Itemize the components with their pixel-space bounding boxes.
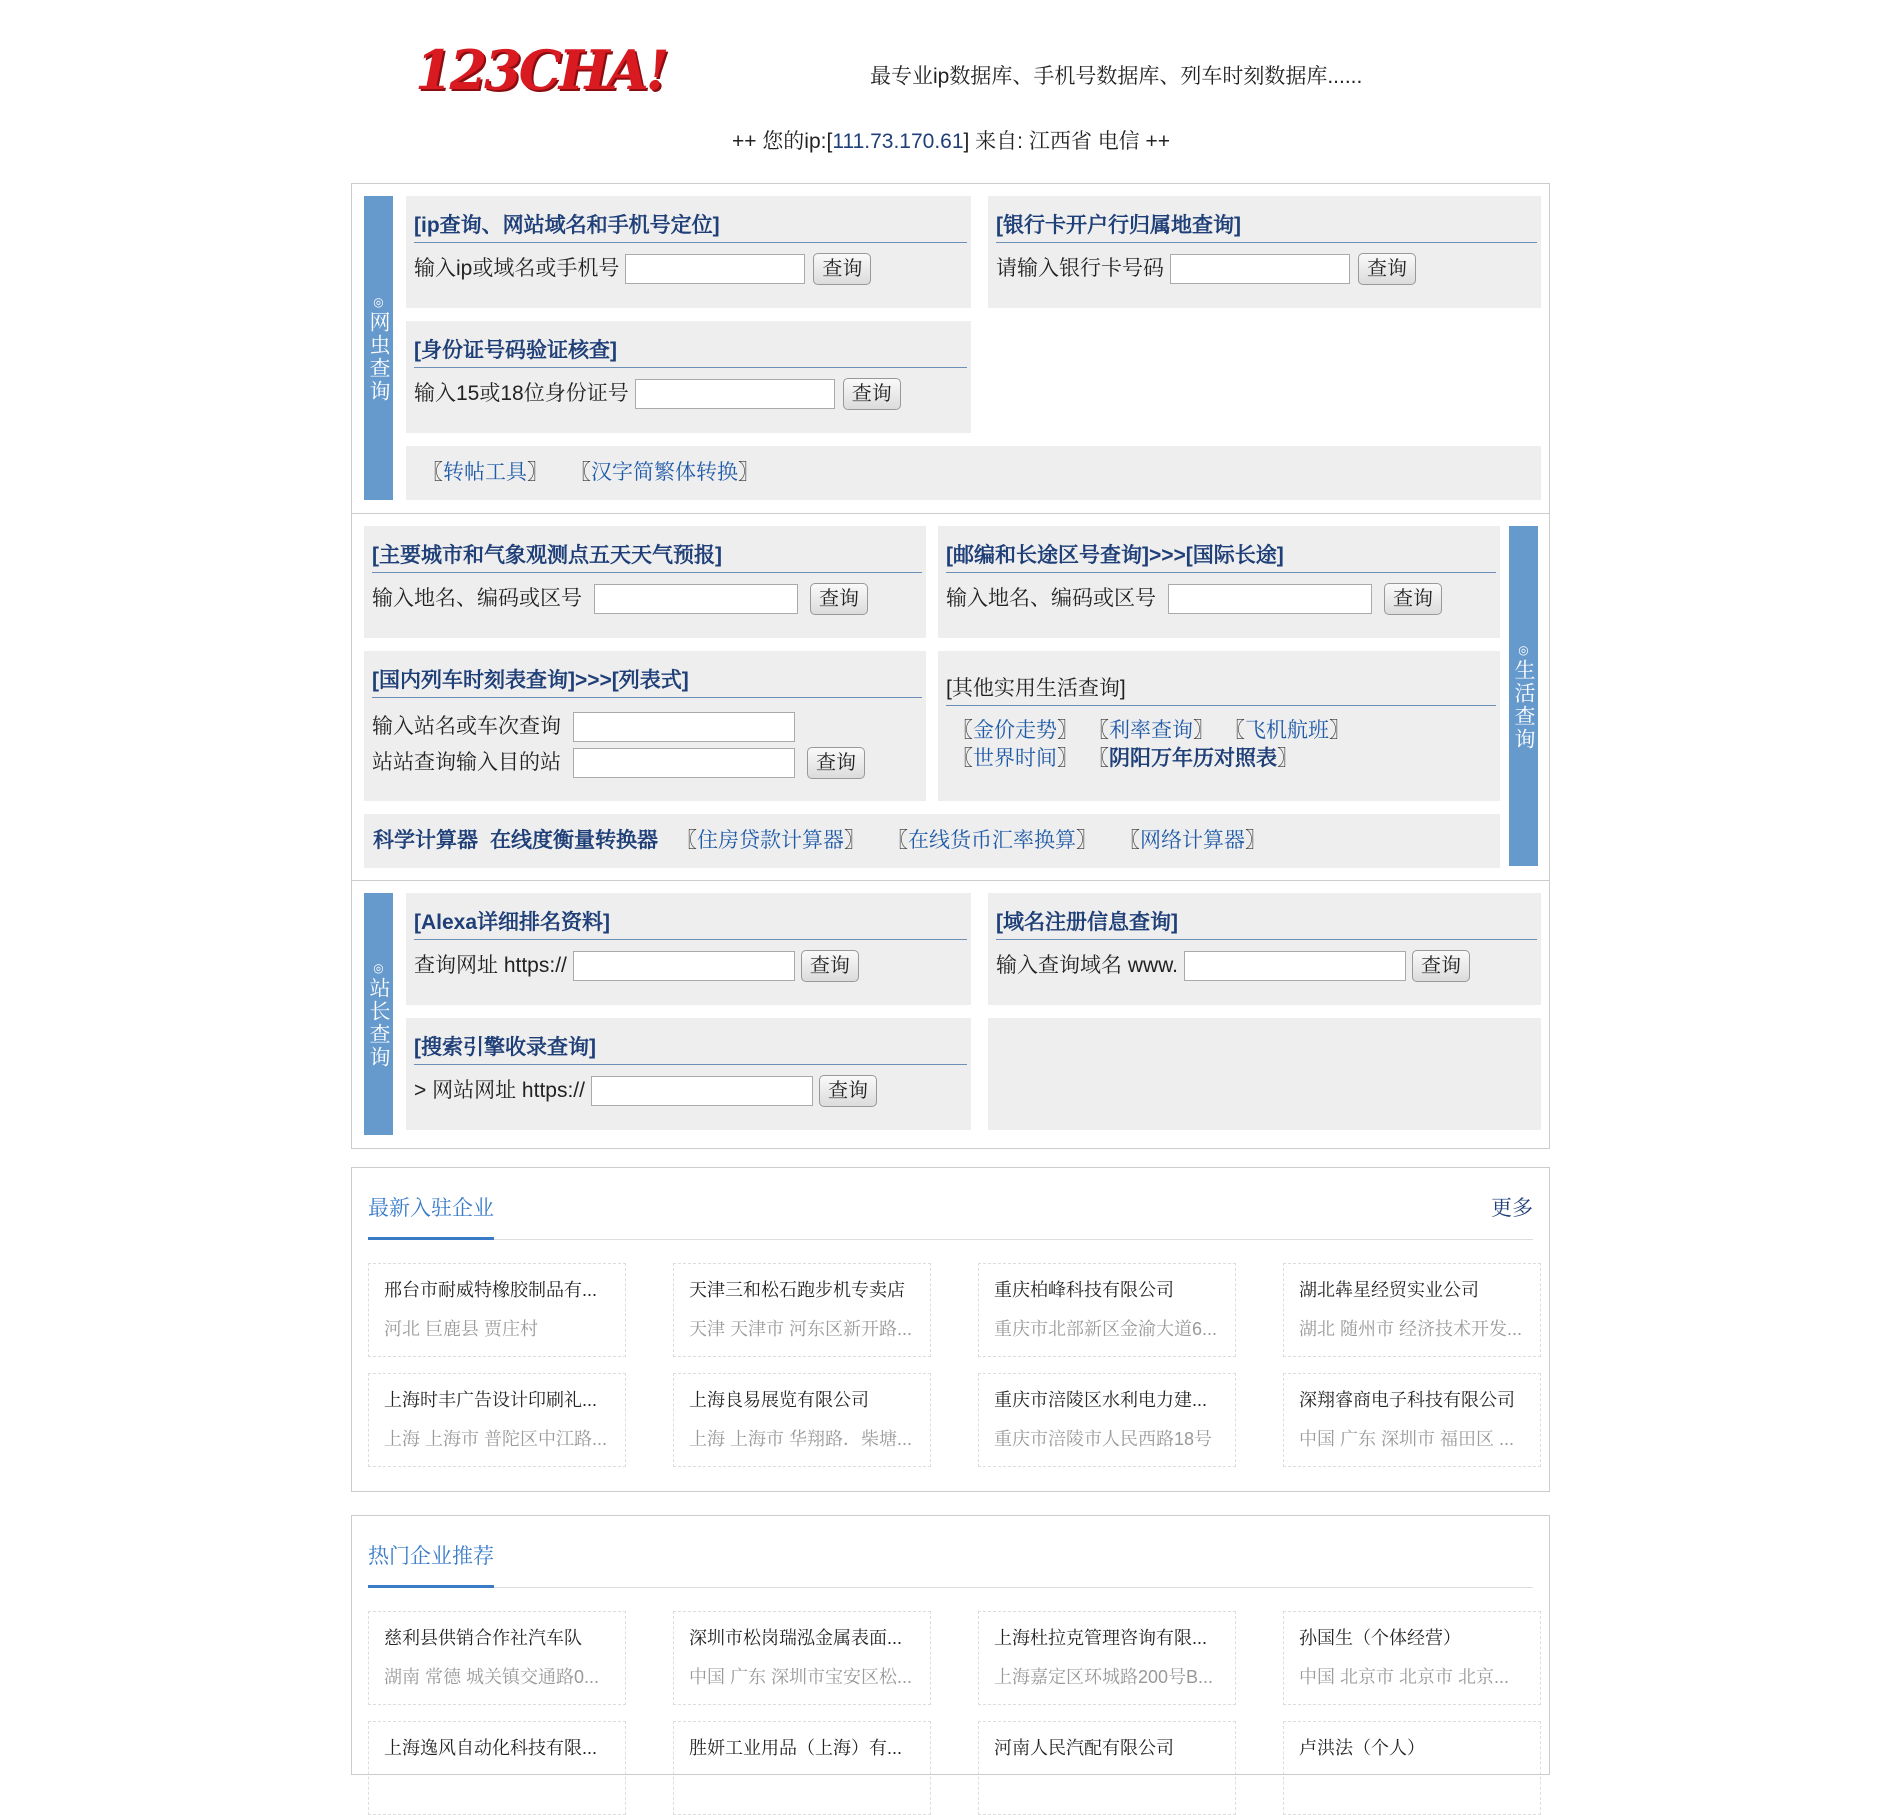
hot-title[interactable]: 热门企业推荐 bbox=[368, 1545, 494, 1568]
vbar-label: 网虫查询 bbox=[367, 311, 390, 403]
id-card-input[interactable] bbox=[635, 379, 835, 409]
list-item[interactable] bbox=[1283, 1373, 1541, 1467]
list-item[interactable] bbox=[368, 1611, 626, 1705]
visitor-ip-line bbox=[0, 125, 1902, 155]
train-arrows: >>> bbox=[575, 669, 612, 692]
latest-enterprises-panel bbox=[351, 1167, 1550, 1492]
company-name[interactable]: 邢台市耐威特橡胶制品有... bbox=[384, 1280, 598, 1300]
list-item[interactable] bbox=[1283, 1263, 1541, 1357]
company-name[interactable]: 重庆市涪陵区水利电力建... bbox=[994, 1390, 1208, 1410]
company-address: 中国 广东 深圳市 福田区 ... bbox=[1299, 1429, 1515, 1449]
alexa-label: 查询网址 https:// bbox=[414, 954, 567, 977]
title-underline bbox=[368, 1237, 494, 1240]
other-life-title: [其他实用生活查询] bbox=[946, 673, 1496, 706]
ip-suffix: ] 来自: 江西省 电信 ++ bbox=[963, 130, 1171, 153]
list-item[interactable] bbox=[978, 1721, 1236, 1815]
bank-card-input[interactable] bbox=[1170, 254, 1350, 284]
bank-card-box bbox=[988, 196, 1541, 308]
alexa-input[interactable] bbox=[573, 951, 795, 981]
train-box bbox=[364, 651, 926, 801]
intl-call-link[interactable]: [国际长途] bbox=[1185, 544, 1284, 567]
zipcode-arrows: >>> bbox=[1149, 544, 1186, 567]
other-life-box: [其他实用生活查询] 〖 金价走势 〗 〖 利率查询 〗 〖 飞机航班 〗 〖 世界时间 〗 〖 阴阳万年历对照表 〗 bbox=[938, 651, 1500, 801]
search-index-button[interactable]: 查询 bbox=[819, 1075, 877, 1107]
weather-button[interactable]: 查询 bbox=[810, 583, 868, 615]
divider bbox=[368, 1587, 1533, 1588]
ip-query-title[interactable]: [ip查询、网站域名和手机号定位] bbox=[414, 210, 967, 243]
ip-prefix: ++ 您的ip:[ bbox=[731, 130, 833, 153]
site-logo[interactable]: 123CHA! bbox=[415, 38, 667, 102]
company-name[interactable]: 上海良易展览有限公司 bbox=[689, 1390, 869, 1410]
empty-box bbox=[988, 1018, 1541, 1130]
list-item[interactable] bbox=[978, 1373, 1236, 1467]
company-name[interactable]: 河南人民汽配有限公司 bbox=[994, 1738, 1174, 1758]
weather-title[interactable]: [主要城市和气象观测点五天天气预报] bbox=[372, 540, 922, 573]
list-item[interactable] bbox=[978, 1611, 1236, 1705]
weather-label: 输入地名、编码或区号 bbox=[372, 587, 582, 610]
link-mortgage-calc[interactable]: 住房贷款计算器 bbox=[697, 829, 844, 852]
company-name[interactable]: 上海杜拉克管理咨询有限... bbox=[994, 1628, 1208, 1648]
company-address: 重庆市涪陵市人民西路18号 bbox=[994, 1429, 1213, 1449]
list-item[interactable] bbox=[1283, 1721, 1541, 1815]
bank-card-button[interactable]: 查询 bbox=[1358, 253, 1416, 285]
vbar-netizen-query bbox=[364, 196, 393, 500]
link-flights[interactable]: 飞机航班 bbox=[1245, 719, 1329, 742]
link-unit-converter[interactable]: 在线度衡量转换器 bbox=[490, 829, 658, 852]
list-item[interactable] bbox=[673, 1611, 931, 1705]
train-input-1[interactable] bbox=[573, 712, 795, 742]
list-item[interactable] bbox=[673, 1263, 931, 1357]
dot-icon: ◎ bbox=[1518, 643, 1529, 657]
search-index-title[interactable]: [搜索引擎收录查询] bbox=[414, 1032, 967, 1065]
train-list-link[interactable]: [列表式] bbox=[611, 669, 689, 692]
id-card-box bbox=[406, 321, 971, 433]
vbar-life-query bbox=[1509, 526, 1538, 866]
train-link[interactable]: [国内列车时刻表查询] bbox=[372, 669, 575, 692]
company-name[interactable]: 慈利县供销合作社汽车队 bbox=[384, 1628, 582, 1648]
vbar-label: 站长查询 bbox=[367, 977, 390, 1069]
ip-query-box bbox=[406, 196, 971, 308]
site-slogan: 最专业ip数据库、手机号数据库、列车时刻数据库...... bbox=[870, 65, 1363, 88]
search-index-input[interactable] bbox=[591, 1076, 813, 1106]
company-address: 湖南 常德 城关镇交通路0... bbox=[384, 1667, 600, 1687]
zipcode-button[interactable]: 查询 bbox=[1384, 583, 1442, 615]
section-webmaster-query bbox=[351, 880, 1550, 1149]
weather-box bbox=[364, 526, 926, 638]
ip-query-input[interactable] bbox=[625, 254, 805, 284]
company-address: 上海嘉定区环城路200号B... bbox=[994, 1667, 1214, 1687]
dot-icon: ◎ bbox=[373, 961, 384, 975]
company-name[interactable]: 胜妍工业用品（上海）有... bbox=[689, 1738, 903, 1758]
bank-card-label: 请输入银行卡号码 bbox=[996, 257, 1164, 280]
train-button[interactable]: 查询 bbox=[807, 747, 865, 779]
ip-query-label: 输入ip或域名或手机号 bbox=[414, 257, 620, 280]
bank-card-title[interactable]: [银行卡开户行归属地查询] bbox=[996, 210, 1537, 243]
whois-button[interactable]: 查询 bbox=[1412, 950, 1470, 982]
zipcode-input[interactable] bbox=[1168, 584, 1372, 614]
link-gold-price[interactable]: 金价走势 bbox=[973, 719, 1057, 742]
company-name[interactable]: 深翔睿商电子科技有限公司 bbox=[1299, 1390, 1515, 1410]
list-item[interactable] bbox=[368, 1721, 626, 1815]
ip-query-button[interactable]: 查询 bbox=[813, 253, 871, 285]
train-label-1: 输入站名或车次查询 bbox=[372, 715, 561, 738]
link-repost-tool[interactable]: 转帖工具 bbox=[443, 461, 527, 484]
company-address: 中国 北京市 北京市 北京... bbox=[1299, 1667, 1510, 1687]
company-name[interactable]: 深圳市松岗瑞泓金属表面... bbox=[689, 1628, 903, 1648]
calculators-bar: 科学计算器 在线度衡量转换器 〖 住房贷款计算器 〗 〖 在线货币汇率换算 〗 〖 网络计算器 〗 bbox=[364, 814, 1500, 868]
id-card-title[interactable]: [身份证号码验证核查] bbox=[414, 335, 967, 368]
tools-links-bar: 〖 转帖工具 〗 〖 汉字简繁体转换 〗 bbox=[406, 446, 1541, 500]
zipcode-title bbox=[946, 540, 1496, 573]
whois-title[interactable]: [域名注册信息查询] bbox=[996, 907, 1537, 940]
company-address: 中国 广东 深圳市宝安区松... bbox=[689, 1667, 913, 1687]
train-title bbox=[372, 665, 922, 698]
list-item[interactable] bbox=[673, 1721, 931, 1815]
search-index-label: > 网站网址 https:// bbox=[414, 1079, 585, 1102]
whois-input[interactable] bbox=[1184, 951, 1406, 981]
company-address: 天津 天津市 河东区新开路... bbox=[689, 1319, 913, 1339]
section-life-query bbox=[351, 513, 1550, 881]
company-name[interactable]: 孙国生（个体经营） bbox=[1299, 1628, 1461, 1648]
zipcode-box bbox=[938, 526, 1500, 638]
zipcode-label: 输入地名、编码或区号 bbox=[946, 587, 1156, 610]
dot-icon: ◎ bbox=[373, 295, 384, 309]
company-address: 河北 巨鹿县 贾庄村 bbox=[384, 1319, 539, 1339]
visitor-ip: 111.73.170.61 bbox=[832, 130, 964, 153]
link-sci-calculator[interactable]: 科学计算器 bbox=[373, 829, 478, 852]
id-card-button[interactable]: 查询 bbox=[843, 378, 901, 410]
section-netizen-query bbox=[351, 183, 1550, 514]
company-name[interactable]: 上海逸风自动化科技有限... bbox=[384, 1738, 598, 1758]
search-index-box bbox=[406, 1018, 971, 1130]
alexa-title[interactable]: [Alexa详细排名资料] bbox=[414, 907, 967, 940]
list-item[interactable] bbox=[673, 1373, 931, 1467]
alexa-box bbox=[406, 893, 971, 1005]
whois-label: 输入查询域名 www. bbox=[996, 954, 1179, 977]
train-label-2: 站站查询输入目的站 bbox=[372, 751, 561, 774]
id-card-label: 输入15或18位身份证号 bbox=[414, 382, 629, 405]
company-name[interactable]: 重庆柏峰科技有限公司 bbox=[994, 1280, 1174, 1300]
latest-title[interactable]: 最新入驻企业 bbox=[368, 1197, 494, 1220]
train-input-2[interactable] bbox=[573, 748, 795, 778]
title-underline bbox=[368, 1585, 494, 1588]
list-item[interactable] bbox=[1283, 1611, 1541, 1705]
link-chinese-convert[interactable]: 汉字简繁体转换 bbox=[591, 461, 738, 484]
list-item[interactable] bbox=[978, 1263, 1236, 1357]
divider bbox=[368, 1239, 1533, 1240]
hot-enterprises-panel bbox=[351, 1515, 1550, 1775]
link-world-time[interactable]: 世界时间 bbox=[973, 747, 1057, 770]
company-name[interactable]: 天津三和松石跑步机专卖店 bbox=[689, 1280, 905, 1300]
zipcode-link[interactable]: [邮编和长途区号查询] bbox=[946, 544, 1149, 567]
link-currency-exchange[interactable]: 在线货币汇率换算 bbox=[908, 829, 1076, 852]
company-name[interactable]: 湖北犇星经贸实业公司 bbox=[1299, 1280, 1479, 1300]
list-item[interactable] bbox=[368, 1263, 626, 1357]
vbar-webmaster-query bbox=[364, 893, 393, 1135]
company-name[interactable]: 上海时丰广告设计印刷礼... bbox=[384, 1390, 598, 1410]
list-item[interactable] bbox=[368, 1373, 626, 1467]
alexa-button[interactable]: 查询 bbox=[801, 950, 859, 982]
company-address: 上海 上海市 普陀区中江路... bbox=[384, 1429, 608, 1449]
link-network-calc[interactable]: 网络计算器 bbox=[1140, 829, 1245, 852]
vbar-label: 生活查询 bbox=[1512, 659, 1535, 751]
weather-input[interactable] bbox=[594, 584, 798, 614]
whois-box bbox=[988, 893, 1541, 1005]
more-link[interactable]: 更多 bbox=[1491, 1197, 1533, 1220]
company-address: 湖北 随州市 经济技术开发... bbox=[1299, 1319, 1523, 1339]
link-interest-rate[interactable]: 利率查询 bbox=[1109, 719, 1193, 742]
company-address: 上海 上海市 华翔路．柴塘... bbox=[689, 1429, 913, 1449]
company-address: 重庆市北部新区金渝大道6... bbox=[994, 1319, 1218, 1339]
company-name[interactable]: 卢洪法（个人） bbox=[1299, 1738, 1425, 1758]
link-calendar[interactable]: 阴阳万年历对照表 bbox=[1109, 747, 1277, 770]
